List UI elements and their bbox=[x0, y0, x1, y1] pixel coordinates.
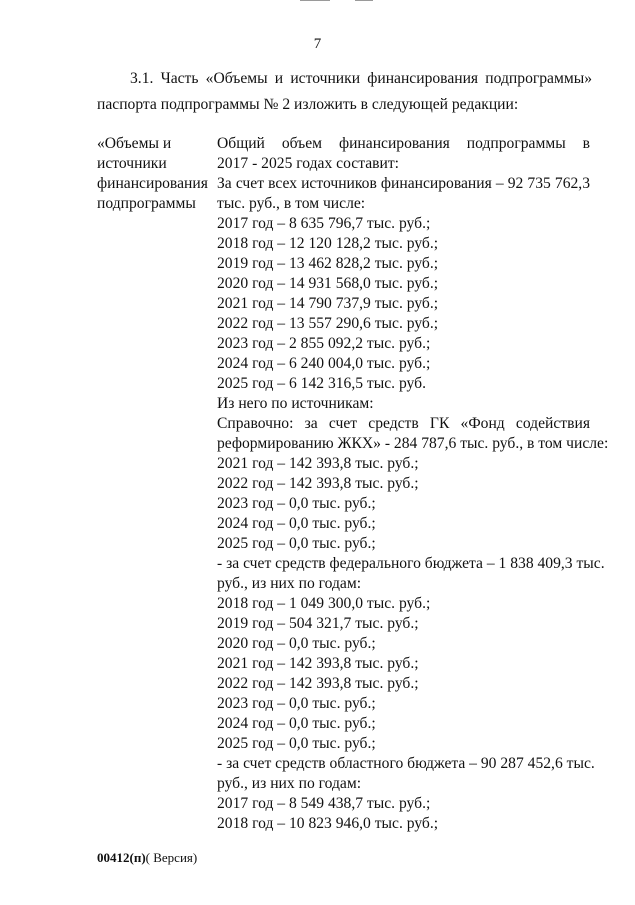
content-line: 2023 год – 0,0 тыс. руб.; bbox=[217, 495, 376, 512]
content-line: 2017 год – 8 549 438,7 тыс. руб.; bbox=[217, 795, 431, 812]
content-line: 2024 год – 0,0 тыс. руб.; bbox=[217, 715, 376, 732]
content-line: 2025 год – 6 142 316,5 тыс. руб. bbox=[217, 375, 426, 392]
content-line: - за счет средств федерального бюджета – 1 838 409,3 тыс. bbox=[217, 555, 605, 572]
table-label-column bbox=[97, 134, 212, 214]
intro-line: 3.1. Часть «Объемы и источники финансирования подпрограммы» bbox=[130, 70, 592, 87]
label-line: финансирования bbox=[97, 175, 208, 192]
page-number: 7 bbox=[313, 36, 322, 52]
content-line: руб., из них по годам: bbox=[217, 775, 362, 792]
content-line: 2022 год – 142 393,8 тыс. руб.; bbox=[217, 475, 419, 492]
label-line: подпрограммы bbox=[97, 195, 196, 212]
label-line: источники bbox=[97, 155, 167, 172]
content-line: 2025 год – 0,0 тыс. руб.; bbox=[217, 535, 376, 552]
scan-mark-top bbox=[300, 0, 330, 1]
content-line: 2020 год – 0,0 тыс. руб.; bbox=[217, 635, 376, 652]
content-line: 2024 год – 6 240 004,0 тыс. руб.; bbox=[217, 355, 431, 372]
intro-line: паспорта подпрограммы № 2 изложить в следующей редакции: bbox=[97, 96, 519, 113]
content-line: 2023 год – 2 855 092,2 тыс. руб.; bbox=[217, 335, 431, 352]
content-line: 2021 год – 142 393,8 тыс. руб.; bbox=[217, 455, 419, 472]
content-line: 2024 год – 0,0 тыс. руб.; bbox=[217, 515, 376, 532]
content-line: 2017 - 2025 годах составит: bbox=[217, 155, 399, 172]
table-content-column bbox=[217, 134, 609, 834]
content-line: - за счет средств областного бюджета – 90 287 452,6 тыс. bbox=[217, 755, 595, 772]
intro-paragraph bbox=[97, 66, 592, 118]
content-line: 2018 год – 12 120 128,2 тыс. руб.; bbox=[217, 235, 439, 252]
content-line: 2018 год – 1 049 300,0 тыс. руб.; bbox=[217, 595, 431, 612]
content-line: 2023 год – 0,0 тыс. руб.; bbox=[217, 695, 376, 712]
document-code: 00412(п) bbox=[97, 850, 146, 865]
content-line: 2020 год – 14 931 568,0 тыс. руб.; bbox=[217, 275, 439, 292]
content-line: 2021 год – 14 790 737,9 тыс. руб.; bbox=[217, 295, 439, 312]
content-line: реформированию ЖКХ» - 284 787,6 тыс. руб., в том числе: bbox=[217, 435, 609, 452]
content-line: 2025 год – 0,0 тыс. руб.; bbox=[217, 735, 376, 752]
label-line: «Объемы и bbox=[97, 135, 172, 152]
content-line: 2021 год – 142 393,8 тыс. руб.; bbox=[217, 655, 419, 672]
content-line: руб., из них по годам: bbox=[217, 575, 362, 592]
content-line: 2019 год – 504 321,7 тыс. руб.; bbox=[217, 615, 419, 632]
content-line: Справочно: за счет средств ГК «Фонд содействия bbox=[217, 415, 590, 432]
content-line: 2022 год – 142 393,8 тыс. руб.; bbox=[217, 675, 419, 692]
content-line: Общий объем финансирования подпрограммы в bbox=[217, 135, 590, 152]
content-line: 2017 год – 8 635 796,7 тыс. руб.; bbox=[217, 215, 431, 232]
content-line: тыс. руб., в том числе: bbox=[217, 195, 366, 212]
content-line: 2019 год – 13 462 828,2 тыс. руб.; bbox=[217, 255, 439, 272]
document-version: ( Версия) bbox=[145, 850, 198, 865]
scan-mark-top bbox=[355, 0, 373, 1]
document-footer bbox=[97, 850, 197, 866]
content-line: За счет всех источников финансирования – 92 735 762,3 bbox=[217, 175, 590, 192]
content-line: 2018 год – 10 823 946,0 тыс. руб.; bbox=[217, 815, 439, 832]
content-line: 2022 год – 13 557 290,6 тыс. руб.; bbox=[217, 315, 439, 332]
content-line: Из него по источникам: bbox=[217, 395, 374, 412]
